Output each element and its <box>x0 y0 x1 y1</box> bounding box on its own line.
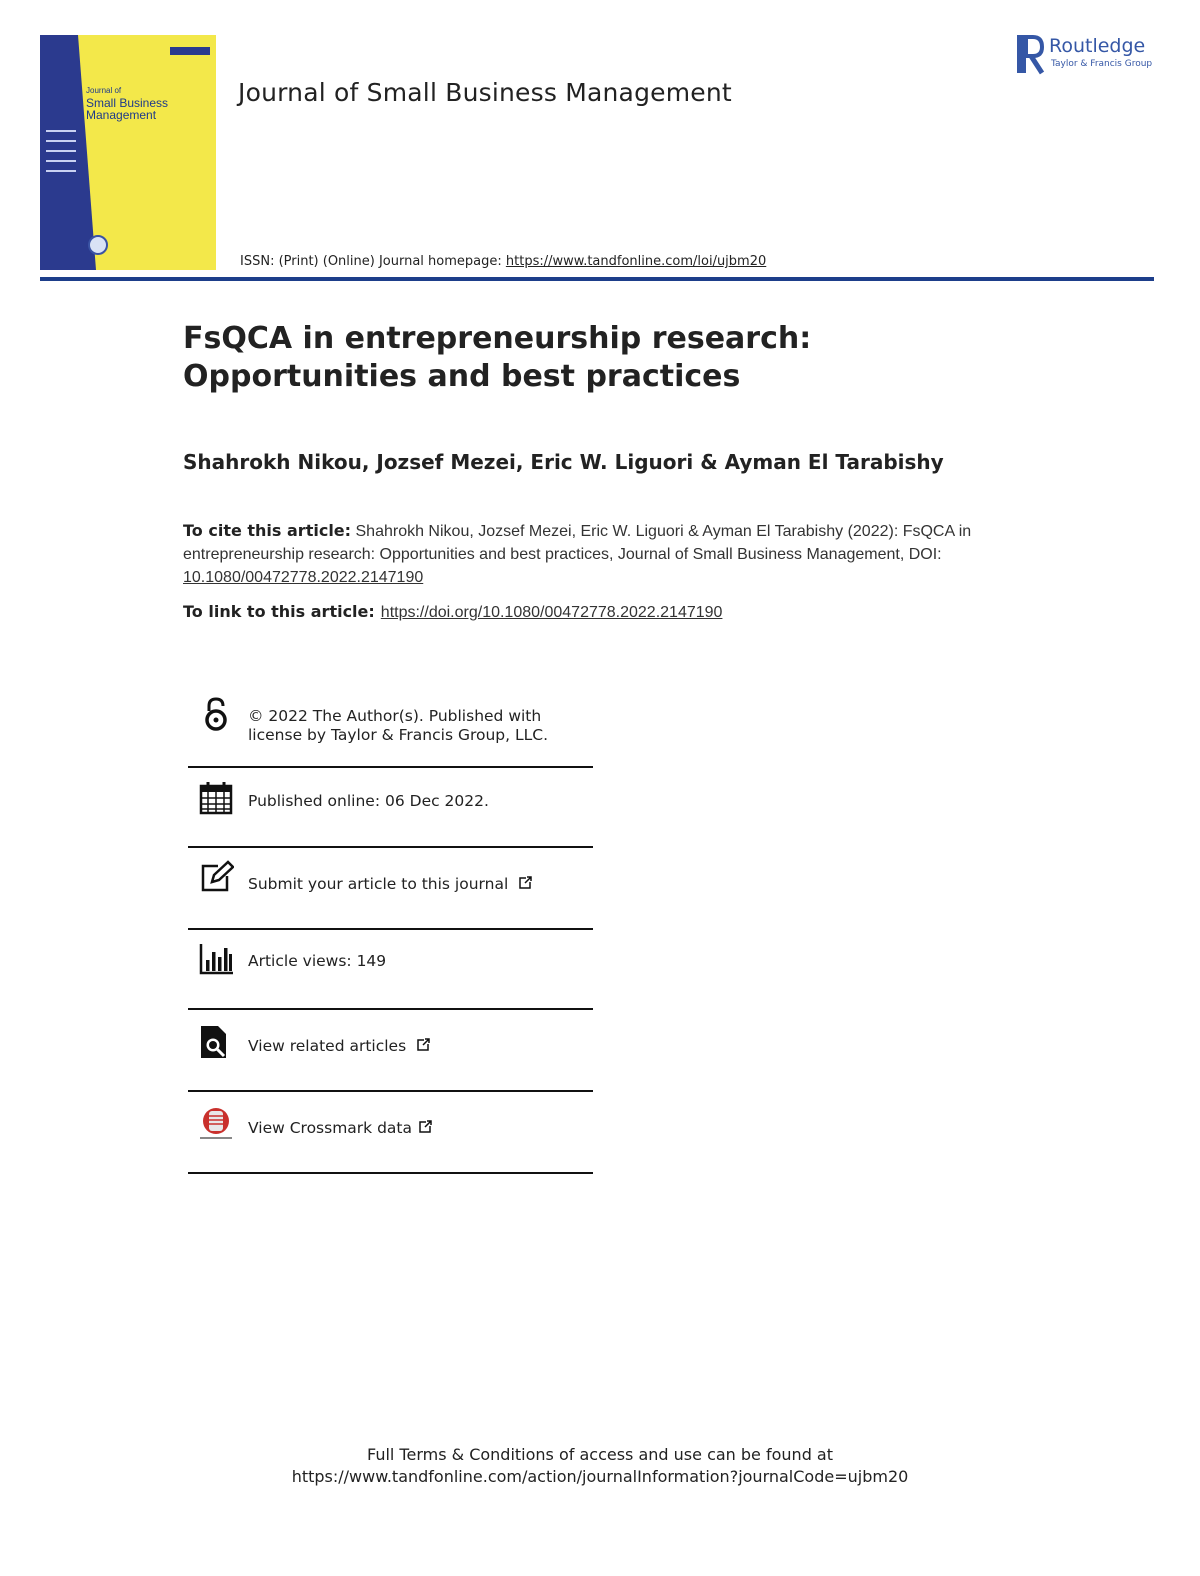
publisher-logo[interactable] <box>1015 33 1160 77</box>
submit-article-link[interactable]: Submit your article to this journal <box>248 875 509 893</box>
article-link-line <box>183 602 722 622</box>
cover-decorative-lines <box>46 130 82 180</box>
terms-line-1: Full Terms & Conditions of access and use can be found at <box>366 1445 834 1464</box>
calendar-icon <box>198 780 234 816</box>
cover-title-small: Journal of <box>86 86 122 95</box>
citation-text: Shahrokh Nikou, Jozsef Mezei, Eric W. Liguori & Ayman El Tarabishy (2022): FsQCA in entrepreneurship research: Opportunities and best practices, Journal of Small Business Management, DOI: <box>183 523 972 563</box>
views-row <box>188 930 593 1008</box>
citation-doi-link[interactable]: 10.1080/00472778.2022.2147190 <box>183 569 424 586</box>
issn-line <box>240 254 766 269</box>
article-title <box>183 320 1083 396</box>
edit-icon <box>198 860 234 896</box>
submit-text[interactable] <box>248 875 532 894</box>
license-line-1: © 2022 The Author(s). Published with <box>248 707 542 725</box>
article-link-label: To link to this article: <box>183 602 375 621</box>
header-divider <box>40 277 1154 281</box>
citation-label: To cite this article: <box>183 521 352 540</box>
cover-title-main: Small Business Management <box>86 96 169 122</box>
search-document-icon <box>198 1024 234 1060</box>
article-info-list <box>188 686 593 1174</box>
journal-cover-image <box>40 35 216 270</box>
crossmark-row[interactable] <box>188 1092 593 1172</box>
terms-footer <box>0 1444 1200 1488</box>
bar-chart-icon <box>198 940 234 976</box>
published-date: Published online: 06 Dec 2022. <box>248 792 489 810</box>
article-title-line-1: FsQCA in entrepreneurship research: <box>183 321 812 356</box>
submit-row[interactable] <box>188 848 593 928</box>
article-authors: Shahrokh Nikou, Jozsef Mezei, Eric W. Liguori & Ayman El Tarabishy <box>183 450 944 474</box>
cover-top-bar <box>170 47 210 55</box>
citation-block <box>183 519 1013 589</box>
license-line-2: license by Taylor & Francis Group, LLC. <box>248 726 549 744</box>
article-title-line-2: Opportunities and best practices <box>183 359 741 394</box>
open-access-icon <box>198 696 234 732</box>
external-link-icon <box>416 1038 430 1052</box>
article-views: Article views: 149 <box>248 952 387 970</box>
published-row <box>188 768 593 846</box>
issn-text: ISSN: (Print) (Online) Journal homepage: <box>240 254 506 269</box>
routledge-r-icon <box>1015 33 1045 75</box>
journal-homepage-link[interactable]: https://www.tandfonline.com/loi/ujbm20 <box>505 254 767 269</box>
external-link-icon <box>418 1120 432 1134</box>
external-link-icon <box>518 876 532 890</box>
related-row[interactable] <box>188 1010 593 1090</box>
crossmark-icon <box>198 1106 234 1142</box>
journal-title: Journal of Small Business Management <box>238 78 732 107</box>
cover-seal-icon <box>88 235 108 255</box>
license-row <box>188 686 593 766</box>
terms-url[interactable]: https://www.tandfonline.com/action/journalInformation?journalCode=ujbm20 <box>291 1467 909 1486</box>
related-text[interactable] <box>248 1037 430 1056</box>
info-divider <box>188 1172 593 1174</box>
publisher-group: Taylor & Francis Group <box>1051 59 1153 69</box>
publisher-name: Routledge <box>1049 35 1146 57</box>
article-doi-link[interactable]: https://doi.org/10.1080/00472778.2022.2147190 <box>380 604 723 621</box>
crossmark-text[interactable] <box>248 1119 432 1138</box>
related-articles-link[interactable]: View related articles <box>248 1037 407 1055</box>
crossmark-link[interactable]: View Crossmark data <box>248 1119 412 1137</box>
license-text <box>248 707 548 745</box>
cover-title <box>86 85 206 121</box>
